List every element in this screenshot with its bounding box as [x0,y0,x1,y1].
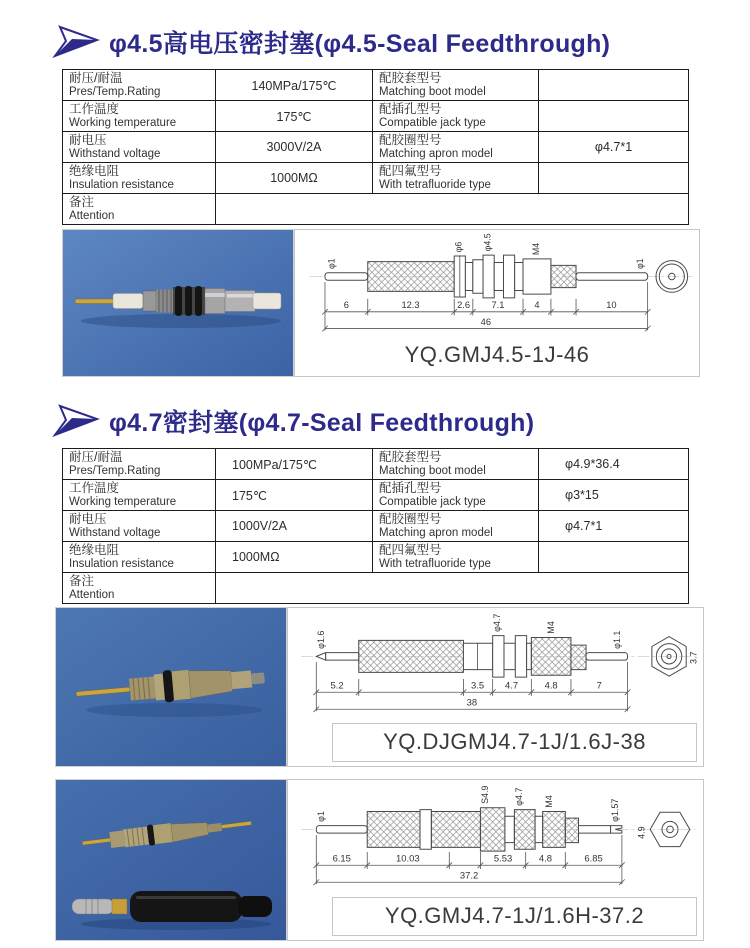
section-2-title: φ4.7密封塞(φ4.7-Seal Feedthrough) [109,409,535,437]
spec-label-en: Pres/Temp.Rating [69,465,161,477]
spec-label-en: With tetrafluoride type [379,558,491,570]
spec-label-cell [373,101,539,132]
spec-label-zh: 配四氟型号 [379,543,442,557]
section-1-title: φ4.5高电压密封塞(φ4.5-Seal Feedthrough) [109,30,611,58]
diameter-label: φ1 [326,258,337,270]
dim-total: 46 [480,316,492,327]
dim-value: 4.8 [538,852,553,864]
dim-value: 12.3 [401,300,420,311]
diameter-label: φ1.1 [612,630,622,649]
spec-label-zh: 配四氟型号 [379,164,442,178]
diameter-label: φ1.6 [315,630,326,649]
arrow-bullet-icon [52,24,100,60]
table-row [63,163,689,194]
technical-drawing-djgmj4_7 [288,608,703,718]
dim-value: 7.1 [491,300,505,311]
spec-label-zh: 耐压/耐温 [69,71,123,85]
section-2-media [55,607,750,767]
dim-value: 6.15 [332,852,351,864]
spec-label-cell [63,101,216,132]
spec-label-en: Matching boot model [379,86,486,98]
dim-value: 5.53 [493,852,513,864]
table-row-note [63,194,689,225]
spec-label-zh: 配胶圈型号 [379,512,442,526]
diameter-label: φ1.57 [610,798,621,822]
spec-label-zh: 备注 [69,195,95,209]
spec-label-cell [63,511,216,542]
product-photo-djgmj4_7 [55,607,287,767]
drawing-panel-2 [287,607,704,767]
arrow-bullet-icon [52,403,100,439]
spec-label-en: Working temperature [69,117,177,129]
spec-label-zh: 耐压/耐温 [69,450,123,464]
diameter-label: φ4.5 [482,233,493,252]
drawing-panel-1 [294,229,700,377]
dim-value: 6.85 [584,852,603,864]
spec-value-cell: 1000MΩ [216,163,373,194]
diameter-label: φ4.7 [513,787,524,806]
section-1-media [62,229,750,377]
spec-value-cell: 3000V/2A [216,132,373,163]
dim-value: 3.5 [471,679,485,691]
diameter-label: φ1 [315,811,326,822]
thread-label: M4 [545,621,556,634]
model-number-1: YQ.GMJ4.5-1J-46 [404,342,590,367]
spec-label-cell [373,542,539,573]
table-row [63,480,689,511]
spec-label-zh: 耐电压 [69,133,107,147]
spec-label-zh: 配插孔型号 [379,481,442,495]
technical-drawing-4_5 [295,230,699,336]
spec-label-cell [373,70,539,101]
spec-label-zh: 耐电压 [69,512,107,526]
section-2-header [52,403,750,439]
dim-value: 6 [343,300,349,311]
dim-total: 37.2 [459,869,479,881]
dim-value: 10 [606,300,617,311]
spec-value-cell [539,70,689,101]
model-number-2: YQ.DJGMJ4.7-1J/1.6J-38 [332,723,697,762]
table-row [63,542,689,573]
thread-label: M4 [530,242,541,256]
spec-label-en: Attention [69,589,115,601]
table-row [63,132,689,163]
spec-label-en: Withstand voltage [69,527,161,539]
end-view-dim: 3.7 [688,651,699,664]
spec-label-en: Insulation resistance [69,179,174,191]
spec-label-cell [63,194,216,225]
spec-value-cell [539,101,689,132]
spec-label-cell [63,542,216,573]
product-photo-gmj4_7 [55,779,287,941]
dim-value: 7 [596,679,602,691]
model-number-3: YQ.GMJ4.7-1J/1.6H-37.2 [332,897,697,936]
spec-label-en: Attention [69,210,115,222]
spec-value-cell: 1000V/2A [216,511,373,542]
spec-table-1 [62,69,689,225]
spec-value-cell: φ4.7*1 [539,132,689,163]
diameter-label: φ1 [634,258,645,270]
spec-value-cell: 175℃ [216,480,373,511]
dim-value: 4.8 [544,679,558,691]
spec-label-en: Compatible jack type [379,496,486,508]
thread-label: M4 [544,795,555,808]
diameter-label: φ4.7 [492,613,503,632]
spec-label-zh: 绝缘电阻 [69,164,120,178]
spec-label-cell [63,449,216,480]
spec-label-en: Pres/Temp.Rating [69,86,161,98]
spec-label-cell [63,480,216,511]
dim-total: 38 [466,696,478,708]
spec-label-en: Matching apron model [379,527,493,539]
spec-label-zh: 绝缘电阻 [69,543,120,557]
dim-value: 10.03 [395,852,420,864]
spec-label-cell [373,449,539,480]
spec-value-cell: 1000MΩ [216,542,373,573]
spec-label-zh: 配插孔型号 [379,102,442,116]
spec-label-cell [373,132,539,163]
diameter-label: φ6 [453,241,464,253]
table-row-note [63,573,689,604]
spec-label-cell [63,70,216,101]
spec-label-en: Withstand voltage [69,148,161,160]
product-photo-4_5-feedthrough [62,229,294,377]
note-value-cell [216,194,689,225]
spec-label-zh: 工作温度 [69,102,120,116]
table-row [63,101,689,132]
spec-label-en: Working temperature [69,496,177,508]
spec-label-cell [63,163,216,194]
spec-label-zh: 工作温度 [69,481,120,495]
section-3-media [55,779,750,941]
spec-label-zh: 配胶套型号 [379,71,442,85]
note-value-cell [216,573,689,604]
spec-label-en: With tetrafluoride type [379,179,491,191]
nut-size-label: S4.9 [479,785,490,804]
table-row [63,511,689,542]
spec-label-en: Matching apron model [379,148,493,160]
spec-value-cell [539,542,689,573]
spec-label-cell [373,163,539,194]
table-row [63,449,689,480]
spec-label-zh: 配胶圈型号 [379,133,442,147]
table-row [63,70,689,101]
section-1-header [52,24,750,60]
spec-label-en: Insulation resistance [69,558,174,570]
spec-table-2 [62,448,689,604]
dim-value: 2.6 [457,300,470,311]
dim-value: 4 [534,300,540,311]
spec-label-en: Matching boot model [379,465,486,477]
spec-label-zh: 配胶套型号 [379,450,442,464]
spec-value-cell: φ4.7*1 [539,511,689,542]
spec-value-cell: 140MPa/175℃ [216,70,373,101]
drawing-panel-3 [287,779,704,941]
spec-label-cell [63,132,216,163]
spec-value-cell: 100MPa/175℃ [216,449,373,480]
spec-value-cell: 175℃ [216,101,373,132]
spec-label-cell [63,573,216,604]
spec-value-cell: φ3*15 [539,480,689,511]
spec-label-cell [373,511,539,542]
spec-value-cell [539,163,689,194]
spec-value-cell: φ4.9*36.4 [539,449,689,480]
dim-value: 4.7 [504,679,519,691]
spec-label-en: Compatible jack type [379,117,486,129]
page [0,24,750,941]
spec-label-zh: 备注 [69,574,95,588]
technical-drawing-gmj4_7 [288,780,703,892]
spec-label-cell [373,480,539,511]
end-view-dim: 4.9 [636,826,647,839]
dim-value: 5.2 [330,679,344,691]
